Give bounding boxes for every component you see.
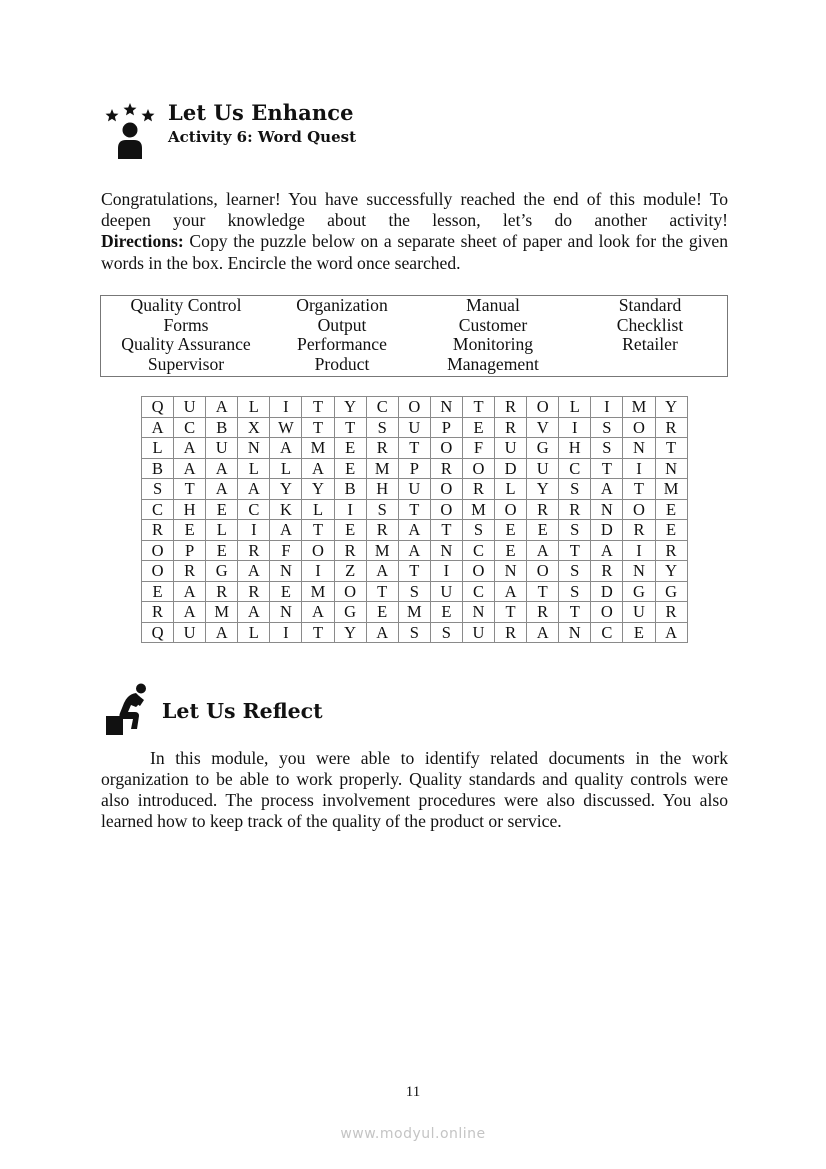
grid-cell: N — [559, 622, 591, 643]
grid-cell: O — [495, 499, 527, 520]
grid-cell: E — [206, 540, 238, 561]
grid-cell: I — [559, 417, 591, 438]
grid-cell: R — [334, 540, 366, 561]
grid-cell: A — [206, 397, 238, 418]
grid-cell: A — [174, 581, 206, 602]
grid-row — [142, 520, 688, 541]
word-item: Checklist — [616, 314, 684, 335]
grid-cell: R — [495, 397, 527, 418]
word-item: Standard — [618, 295, 682, 315]
grid-cell: N — [623, 561, 655, 582]
grid-row — [142, 417, 688, 438]
thinker-icon — [106, 683, 152, 735]
grid-cell: A — [174, 438, 206, 459]
grid-cell: S — [559, 479, 591, 500]
grid-cell: R — [366, 520, 398, 541]
grid-cell: R — [142, 520, 174, 541]
grid-cell: O — [142, 561, 174, 582]
word-item: Retailer — [622, 334, 678, 355]
grid-cell: R — [527, 499, 559, 520]
grid-cell: A — [270, 438, 302, 459]
grid-cell: T — [495, 602, 527, 623]
grid-cell: X — [238, 417, 270, 438]
grid-cell: T — [302, 622, 334, 643]
grid-cell: A — [398, 520, 430, 541]
grid-cell: A — [302, 458, 334, 479]
grid-cell: H — [559, 438, 591, 459]
grid-cell: E — [495, 540, 527, 561]
grid-cell: N — [430, 397, 462, 418]
grid-cell: R — [655, 417, 687, 438]
grid-cell: U — [398, 479, 430, 500]
grid-cell: Y — [334, 622, 366, 643]
grid-cell: S — [559, 520, 591, 541]
section-title-enhance: Let Us Enhance — [168, 100, 354, 125]
grid-cell: A — [655, 622, 687, 643]
grid-cell: R — [655, 540, 687, 561]
grid-cell: U — [495, 438, 527, 459]
grid-cell: I — [591, 397, 623, 418]
grid-cell: S — [591, 438, 623, 459]
grid-row — [142, 581, 688, 602]
grid-cell: T — [462, 397, 494, 418]
grid-cell: A — [238, 479, 270, 500]
word-search-grid — [141, 396, 688, 643]
grid-cell: C — [462, 581, 494, 602]
grid-cell: Y — [270, 479, 302, 500]
grid-row — [142, 458, 688, 479]
grid-cell: E — [430, 602, 462, 623]
grid-cell: U — [174, 622, 206, 643]
grid-cell: R — [591, 561, 623, 582]
grid-cell: S — [591, 417, 623, 438]
grid-cell: E — [366, 602, 398, 623]
grid-cell: A — [366, 622, 398, 643]
grid-cell: A — [238, 561, 270, 582]
grid-cell: L — [238, 458, 270, 479]
grid-cell: I — [238, 520, 270, 541]
word-item: Monitoring — [452, 334, 534, 355]
grid-cell: G — [527, 438, 559, 459]
grid-cell: A — [302, 602, 334, 623]
grid-cell: O — [623, 417, 655, 438]
grid-cell: E — [142, 581, 174, 602]
grid-cell: E — [334, 438, 366, 459]
word-item: Organization — [296, 295, 388, 315]
grid-cell: L — [559, 397, 591, 418]
intro-text — [101, 189, 728, 274]
grid-cell: T — [559, 540, 591, 561]
grid-cell: I — [270, 397, 302, 418]
activity-subtitle: Activity 6: Word Quest — [168, 128, 357, 146]
word-item: Management — [447, 353, 539, 374]
word-item: Product — [314, 353, 370, 374]
grid-cell: C — [591, 622, 623, 643]
grid-cell: N — [623, 438, 655, 459]
grid-cell: D — [495, 458, 527, 479]
grid-cell: B — [206, 417, 238, 438]
grid-cell: R — [655, 602, 687, 623]
grid-cell: T — [334, 417, 366, 438]
grid-cell: F — [462, 438, 494, 459]
grid-cell: B — [334, 479, 366, 500]
grid-cell: T — [302, 417, 334, 438]
directions-label: Directions: — [101, 231, 184, 252]
grid-cell: R — [430, 458, 462, 479]
grid-cell: A — [527, 622, 559, 643]
grid-cell: T — [174, 479, 206, 500]
grid-cell: Y — [302, 479, 334, 500]
grid-cell: G — [206, 561, 238, 582]
grid-cell: S — [142, 479, 174, 500]
watermark: www.modyul.online — [340, 1126, 486, 1142]
grid-cell: C — [174, 417, 206, 438]
grid-cell: H — [366, 479, 398, 500]
grid-row — [142, 561, 688, 582]
grid-cell: K — [270, 499, 302, 520]
grid-cell: A — [270, 520, 302, 541]
grid-cell: Y — [334, 397, 366, 418]
grid-cell: D — [591, 581, 623, 602]
grid-cell: T — [591, 458, 623, 479]
grid-cell: L — [206, 520, 238, 541]
grid-cell: L — [238, 622, 270, 643]
grid-cell: O — [591, 602, 623, 623]
grid-cell: W — [270, 417, 302, 438]
directions-text: Copy the puzzle below on a separate sheet of paper and look for the given words in the box. Encircle the word once searched. — [101, 231, 728, 273]
grid-cell: T — [398, 438, 430, 459]
grid-cell: E — [655, 499, 687, 520]
grid-cell: M — [366, 458, 398, 479]
grid-cell: I — [302, 561, 334, 582]
grid-cell: M — [398, 602, 430, 623]
grid-cell: U — [206, 438, 238, 459]
word-column-3 — [413, 296, 573, 374]
grid-cell: N — [462, 602, 494, 623]
grid-cell: S — [430, 622, 462, 643]
grid-cell: E — [655, 520, 687, 541]
grid-cell: T — [527, 581, 559, 602]
grid-cell: N — [238, 438, 270, 459]
grid-cell: N — [270, 561, 302, 582]
grid-cell: E — [462, 417, 494, 438]
grid-cell: S — [462, 520, 494, 541]
grid-cell: O — [398, 397, 430, 418]
grid-cell: R — [559, 499, 591, 520]
grid-cell: A — [174, 602, 206, 623]
page-number: 11 — [405, 1084, 421, 1100]
grid-cell: O — [334, 581, 366, 602]
grid-cell: P — [430, 417, 462, 438]
grid-cell: B — [142, 458, 174, 479]
grid-cell: S — [366, 499, 398, 520]
grid-cell: R — [495, 417, 527, 438]
grid-cell: P — [174, 540, 206, 561]
grid-cell: R — [462, 479, 494, 500]
grid-cell: O — [623, 499, 655, 520]
grid-cell: T — [559, 602, 591, 623]
grid-cell: G — [334, 602, 366, 623]
grid-cell: D — [591, 520, 623, 541]
grid-cell: S — [366, 417, 398, 438]
grid-cell: Y — [655, 397, 687, 418]
grid-cell: U — [398, 417, 430, 438]
grid-cell: N — [591, 499, 623, 520]
grid-cell: M — [462, 499, 494, 520]
grid-cell: T — [398, 561, 430, 582]
grid-cell: O — [527, 397, 559, 418]
grid-cell: R — [142, 602, 174, 623]
word-column-1 — [101, 296, 271, 374]
grid-cell: M — [302, 438, 334, 459]
grid-cell: I — [623, 458, 655, 479]
word-item: Supervisor — [147, 353, 225, 374]
grid-cell: S — [398, 622, 430, 643]
grid-cell: S — [559, 561, 591, 582]
intro-congrats: Congratulations, learner! You have successfully reached the end of this module! To deepen your knowledge about the lesson, let’s do another activity! — [101, 189, 728, 231]
grid-cell: R — [495, 622, 527, 643]
grid-cell: Y — [527, 479, 559, 500]
grid-cell: U — [527, 458, 559, 479]
grid-cell: E — [527, 520, 559, 541]
word-column-2 — [271, 296, 413, 374]
grid-cell: P — [398, 458, 430, 479]
word-item: Quality Control — [130, 295, 242, 315]
grid-cell: E — [334, 520, 366, 541]
grid-cell: R — [206, 581, 238, 602]
grid-row — [142, 479, 688, 500]
grid-cell: T — [302, 520, 334, 541]
grid-cell: Y — [655, 561, 687, 582]
grid-cell: U — [462, 622, 494, 643]
grid-cell: A — [206, 479, 238, 500]
grid-cell: U — [174, 397, 206, 418]
grid-cell: L — [302, 499, 334, 520]
reflect-paragraph: In this module, you were able to identify related documents in the work organization to be able to work properly. Quality standards and quality controls were also introduced. The process involvement procedures were also discussed. You also learned how to keep track of the quality of the product or service. — [101, 748, 728, 832]
grid-row — [142, 622, 688, 643]
grid-cell: R — [238, 581, 270, 602]
grid-cell: I — [334, 499, 366, 520]
grid-cell: N — [430, 540, 462, 561]
grid-cell: A — [591, 540, 623, 561]
grid-cell: C — [238, 499, 270, 520]
grid-cell: F — [270, 540, 302, 561]
word-item: Performance — [297, 334, 387, 355]
grid-cell: O — [430, 479, 462, 500]
grid-cell: C — [142, 499, 174, 520]
grid-cell: N — [270, 602, 302, 623]
stars-person-icon — [104, 103, 156, 159]
grid-row — [142, 540, 688, 561]
grid-cell: N — [655, 458, 687, 479]
grid-cell: E — [174, 520, 206, 541]
grid-cell: U — [623, 602, 655, 623]
grid-cell: G — [655, 581, 687, 602]
grid-cell: A — [206, 458, 238, 479]
word-item: Quality Assurance — [121, 334, 251, 355]
grid-cell: L — [270, 458, 302, 479]
grid-cell: A — [206, 622, 238, 643]
grid-cell: A — [591, 479, 623, 500]
grid-cell: C — [462, 540, 494, 561]
grid-cell: Z — [334, 561, 366, 582]
grid-cell: M — [623, 397, 655, 418]
grid-cell: O — [462, 561, 494, 582]
word-item: Manual — [466, 295, 520, 315]
word-list-box — [100, 295, 728, 377]
grid-cell: O — [142, 540, 174, 561]
grid-cell: C — [559, 458, 591, 479]
grid-cell: L — [142, 438, 174, 459]
grid-cell: R — [366, 438, 398, 459]
grid-cell: T — [302, 397, 334, 418]
grid-cell: E — [334, 458, 366, 479]
grid-row — [142, 499, 688, 520]
grid-cell: T — [430, 520, 462, 541]
grid-cell: L — [238, 397, 270, 418]
grid-cell: R — [238, 540, 270, 561]
grid-cell: R — [174, 561, 206, 582]
grid-cell: I — [623, 540, 655, 561]
grid-cell: M — [302, 581, 334, 602]
grid-cell: M — [366, 540, 398, 561]
grid-cell: T — [398, 499, 430, 520]
grid-cell: I — [430, 561, 462, 582]
grid-cell: E — [206, 499, 238, 520]
grid-cell: O — [430, 438, 462, 459]
grid-cell: A — [495, 581, 527, 602]
grid-cell: Q — [142, 622, 174, 643]
grid-cell: M — [655, 479, 687, 500]
grid-cell: G — [623, 581, 655, 602]
grid-cell: L — [495, 479, 527, 500]
grid-row — [142, 438, 688, 459]
grid-cell: U — [430, 581, 462, 602]
grid-cell: A — [238, 602, 270, 623]
word-column-4 — [573, 296, 727, 355]
grid-cell: E — [495, 520, 527, 541]
intro-paragraph — [101, 189, 728, 231]
grid-cell: E — [623, 622, 655, 643]
grid-cell: N — [495, 561, 527, 582]
grid-cell: Q — [142, 397, 174, 418]
grid-cell: A — [366, 561, 398, 582]
grid-cell: O — [430, 499, 462, 520]
grid-cell: T — [655, 438, 687, 459]
grid-cell: R — [527, 602, 559, 623]
grid-cell: H — [174, 499, 206, 520]
section-title-reflect: Let Us Reflect — [162, 699, 323, 723]
grid-cell: S — [559, 581, 591, 602]
grid-cell: R — [623, 520, 655, 541]
grid-row — [142, 602, 688, 623]
grid-cell: T — [623, 479, 655, 500]
grid-cell: A — [174, 458, 206, 479]
grid-cell: O — [302, 540, 334, 561]
grid-cell: V — [527, 417, 559, 438]
word-item: Customer — [458, 314, 528, 335]
grid-cell: O — [462, 458, 494, 479]
grid-cell: A — [527, 540, 559, 561]
grid-cell: M — [206, 602, 238, 623]
grid-cell: A — [398, 540, 430, 561]
word-item: Forms — [163, 314, 209, 335]
grid-cell: T — [366, 581, 398, 602]
directions-paragraph — [101, 231, 728, 273]
grid-cell: I — [270, 622, 302, 643]
grid-row — [142, 397, 688, 418]
grid-cell: C — [366, 397, 398, 418]
grid-cell: S — [398, 581, 430, 602]
grid-cell: A — [142, 417, 174, 438]
grid-cell: E — [270, 581, 302, 602]
word-item: Output — [317, 314, 367, 335]
grid-cell: O — [527, 561, 559, 582]
